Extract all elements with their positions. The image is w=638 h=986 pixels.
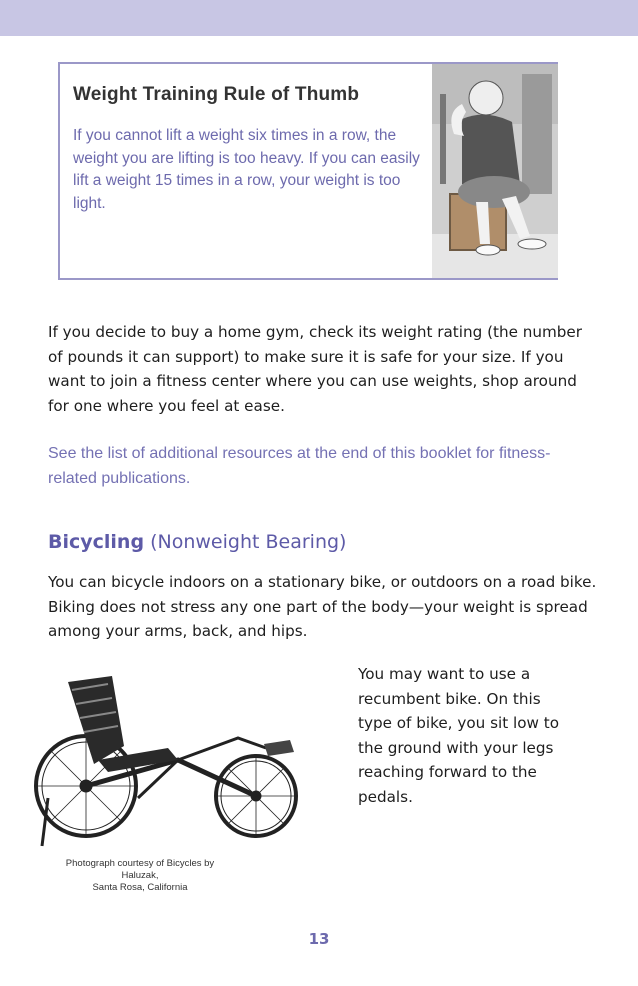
- photo-caption: [60, 858, 220, 894]
- caption-line-1: Photograph courtesy of Bicycles by: [65, 858, 215, 869]
- bike-illustration: [28, 668, 328, 853]
- sidebar-body: If you cannot lift a weight six times in a row, the weight you are lifting is too heavy. If you can easily lift a weight 15 times in a row, your weight is too light.: [73, 127, 420, 212]
- caption-line-3: Santa Rosa, California: [92, 882, 188, 893]
- caption-line-2: Haluzak,: [121, 870, 159, 881]
- home-gym-paragraph: If you decide to buy a home gym, check its weight rating (the number of pounds it can support) to make sure it is safe for your size. If you want to join a fitness center where you can use weights, shop around for one where you feel at ease.: [48, 323, 583, 415]
- section-heading-bicycling: [48, 531, 346, 553]
- photo-recumbent-bike: [28, 668, 328, 853]
- section-heading-strong: Bicycling: [48, 531, 145, 553]
- photo-woman-exercising: [432, 64, 558, 278]
- bicycling-paragraph: You can bicycle indoors on a stationary bike, or outdoors on a road bike. Biking does not stress any one part of the body—your weight is spread among your arms, back, and hips.: [48, 573, 597, 640]
- page-number: 13: [308, 930, 330, 948]
- photo-woman-illustration: [432, 64, 558, 278]
- sidebar-title: Weight Training Rule of Thumb: [73, 84, 360, 105]
- section-heading-rest: (Nonweight Bearing): [144, 531, 347, 553]
- header-band: [0, 0, 638, 36]
- recumbent-paragraph: You may want to use a recumbent bike. On this type of bike, you sit low to the ground with your legs reaching forward to the pedals.: [358, 665, 559, 806]
- resources-paragraph: See the list of additional resources at the end of this booklet for fitness-related publications.: [48, 445, 551, 487]
